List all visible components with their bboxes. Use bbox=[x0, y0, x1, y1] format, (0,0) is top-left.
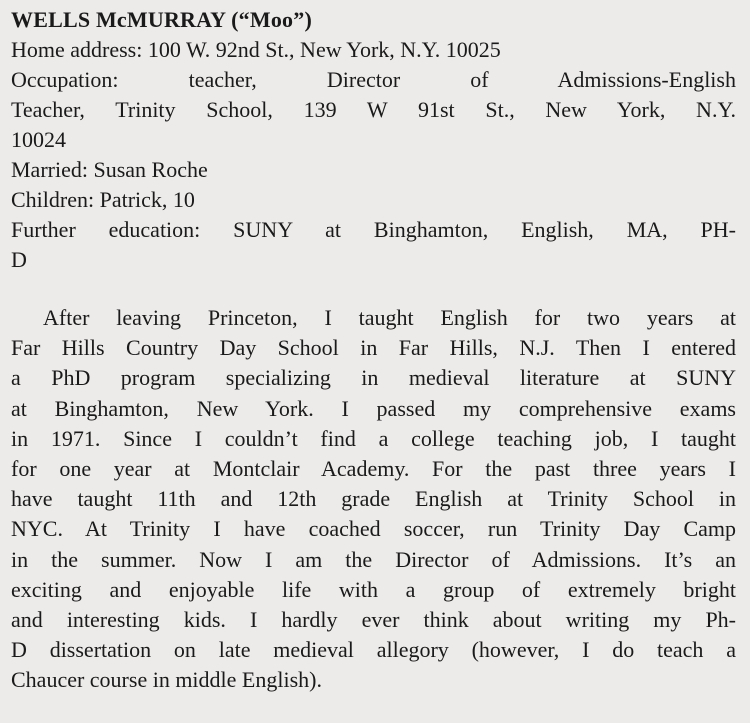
narrative-line-last: Chaucer course in middle English). bbox=[11, 667, 322, 693]
education-line-cont: D bbox=[11, 247, 27, 272]
married-line: Married: Susan Roche bbox=[11, 157, 208, 182]
narrative-line: a PhD program specializing in medieval literature at SUNY bbox=[11, 365, 736, 391]
narrative-line: in the summer. Now I am the Director of Admissions. It’s an bbox=[11, 546, 736, 572]
narrative-line: exciting and enjoyable life with a group of extremely bright bbox=[11, 576, 736, 602]
narrative-line: in 1971. Since I couldn’t find a college teaching job, I taught bbox=[11, 425, 736, 451]
entry-name: WELLS McMURRAY (“Moo”) bbox=[11, 7, 312, 32]
entry-header-block bbox=[11, 35, 736, 275]
occupation-line-cont: Teacher, Trinity School, 139 W 91st St., New York, N.Y. bbox=[11, 97, 736, 122]
narrative-line: have taught 11th and 12th grade English at Trinity School in bbox=[11, 486, 736, 512]
education-line: Further education: SUNY at Binghamton, English, MA, PH- bbox=[11, 217, 736, 242]
narrative-line: for one year at Montclair Academy. For the past three years I bbox=[11, 456, 736, 482]
narrative-line: After leaving Princeton, I taught English for two years at bbox=[43, 305, 736, 330]
narrative-paragraph bbox=[11, 303, 736, 696]
home-address-line: Home address: 100 W. 92nd St., New York, N.Y. 10025 bbox=[11, 37, 501, 62]
occupation-line: Occupation: teacher, Director of Admissions-English bbox=[11, 67, 736, 92]
narrative-line: Far Hills Country Day School in Far Hills, N.J. Then I entered bbox=[11, 335, 736, 361]
narrative-line: at Binghamton, New York. I passed my comprehensive exams bbox=[11, 395, 736, 421]
children-line: Children: Patrick, 10 bbox=[11, 187, 195, 212]
narrative-line: D dissertation on late medieval allegory (however, I do teach a bbox=[11, 637, 736, 663]
narrative-line: and interesting kids. I hardly ever think about writing my Ph- bbox=[11, 607, 736, 633]
occupation-zip-line: 10024 bbox=[11, 127, 66, 152]
narrative-line: NYC. At Trinity I have coached soccer, run Trinity Day Camp bbox=[11, 516, 736, 542]
